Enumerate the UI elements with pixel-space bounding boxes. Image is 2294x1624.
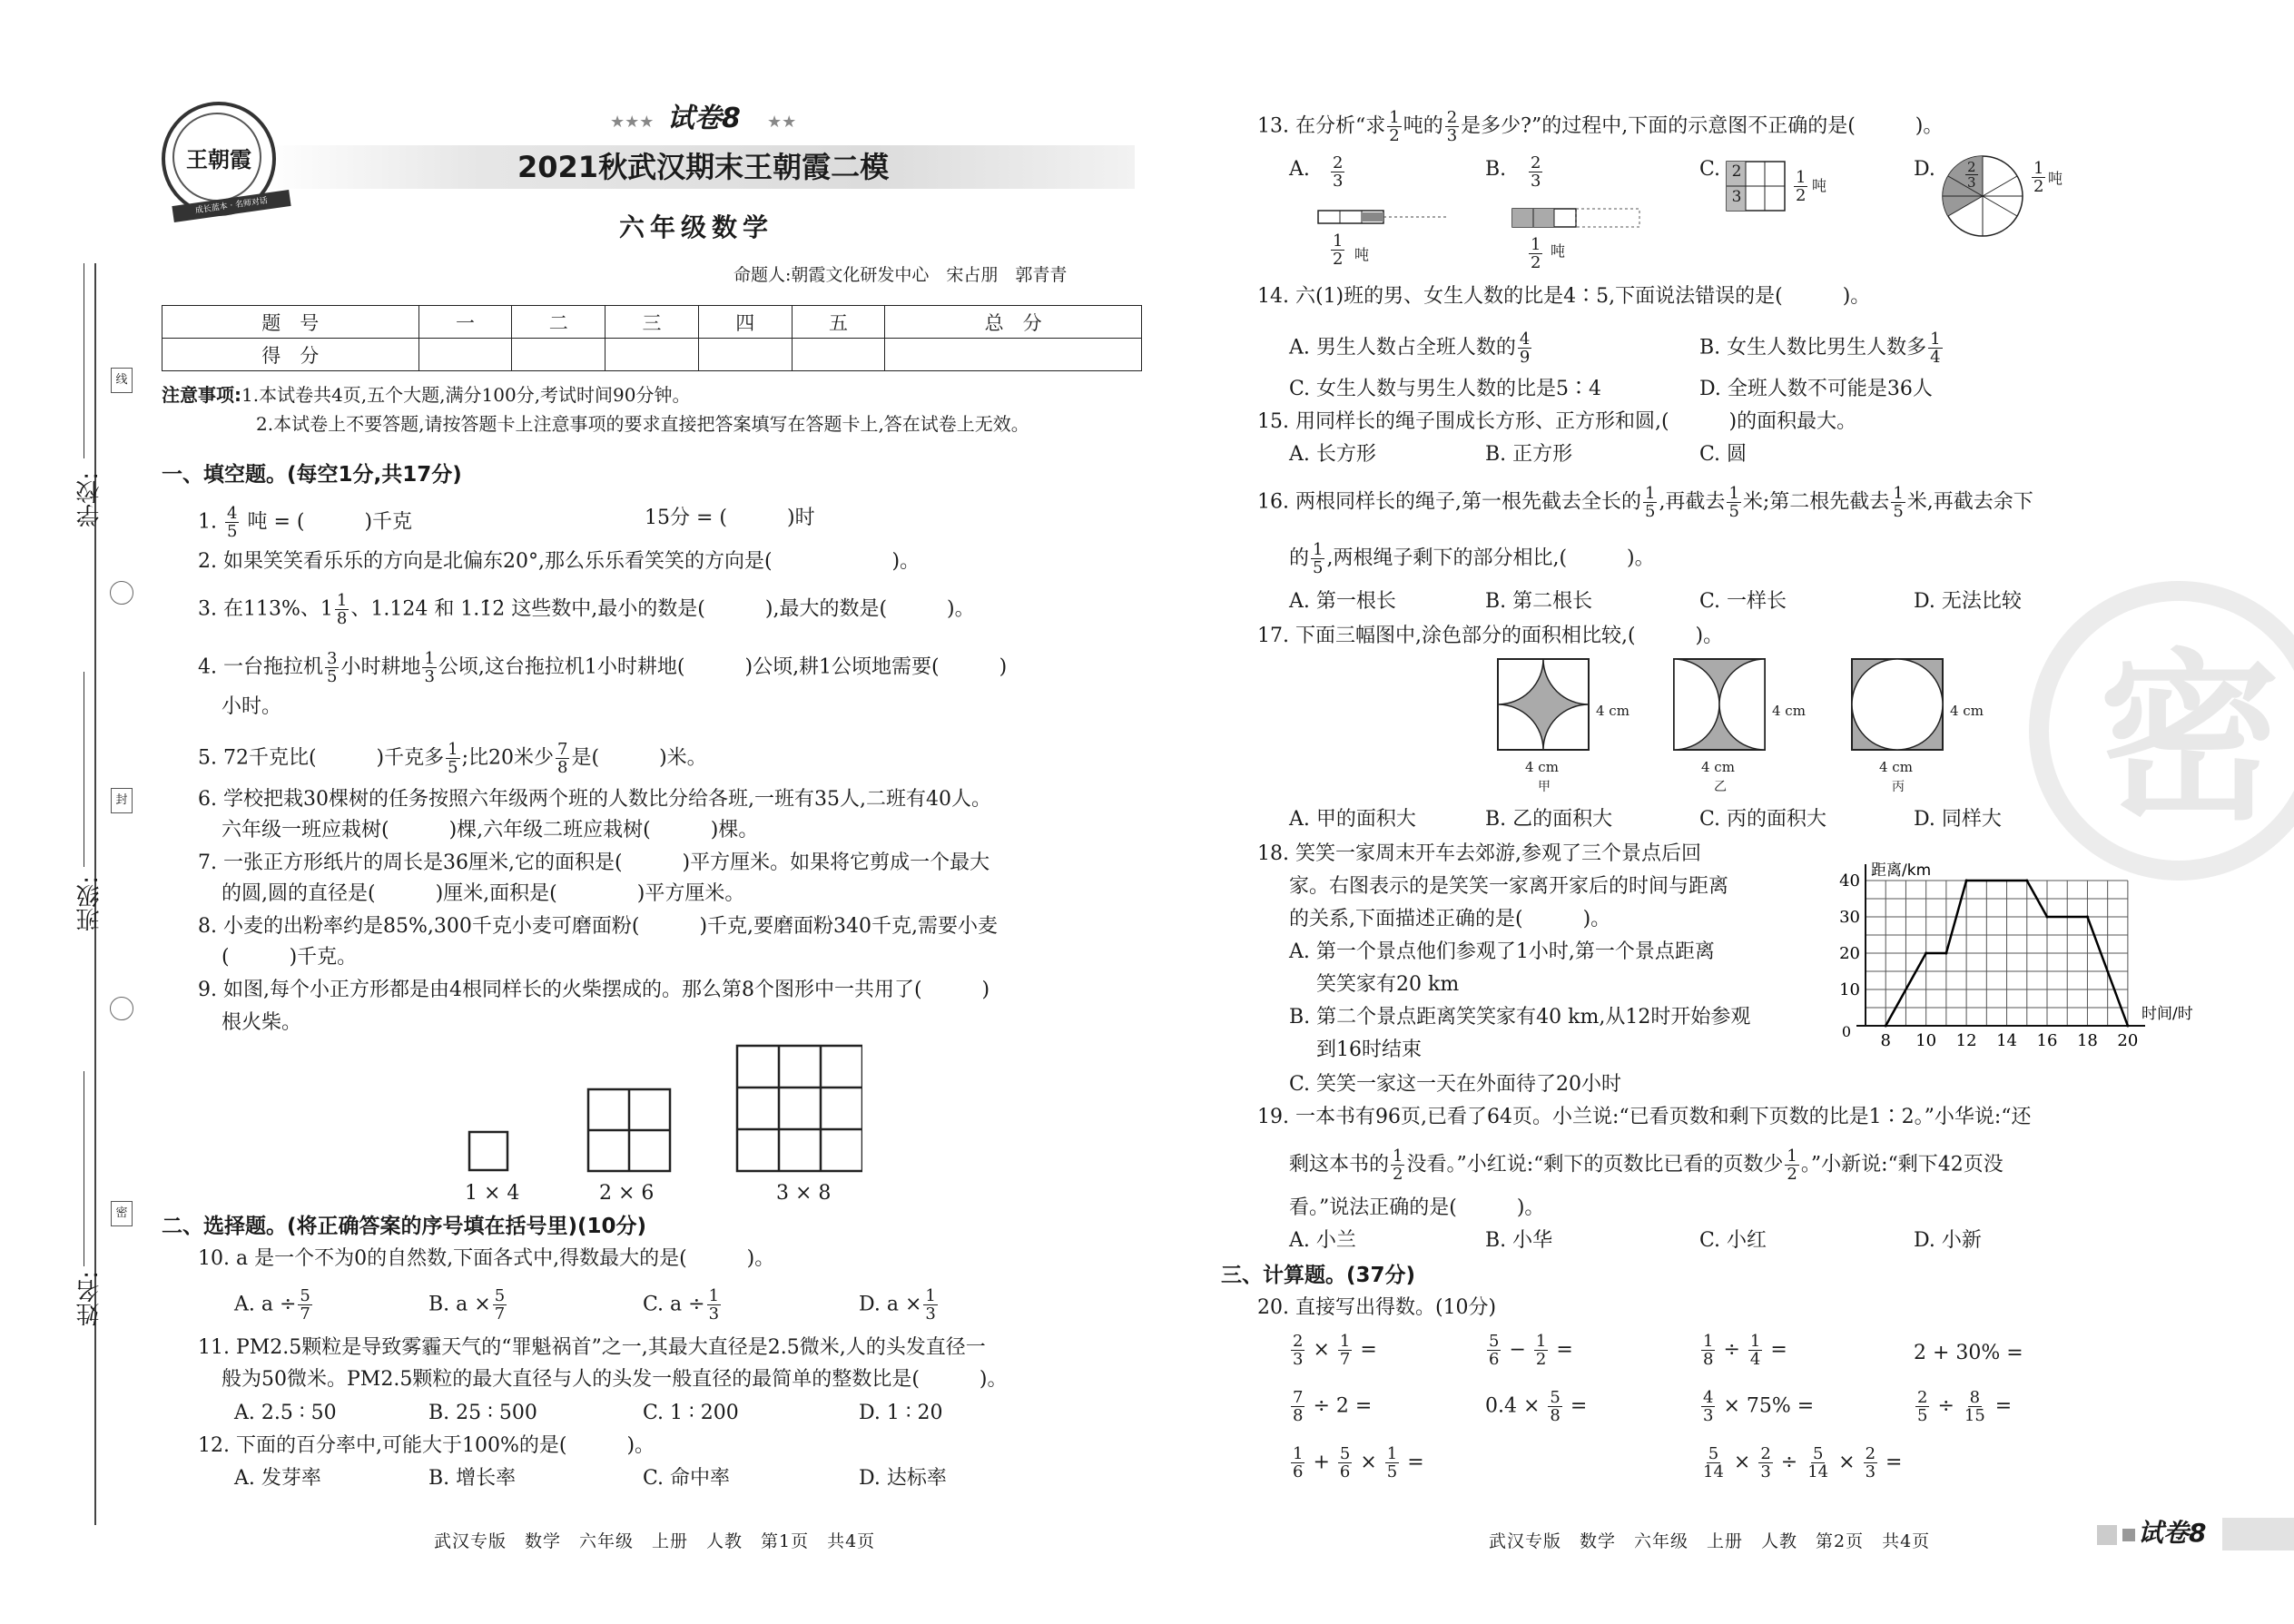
- q17-bottom-jia: 4 cm: [1525, 759, 1559, 775]
- q16-opt-b: B. 第二根长: [1485, 590, 1593, 613]
- q15-opt-b: B. 正方形: [1485, 443, 1573, 466]
- q15-opt-a: A. 长方形: [1289, 443, 1376, 466]
- q6-a: 6. 学校把栽30棵树的任务按照六年级两个班的人数比分给各班,一班有35人,二班有40人。: [198, 788, 991, 811]
- q-no: 1.: [198, 510, 217, 534]
- q13-c-num: 2: [1731, 162, 1742, 181]
- binding-mark-line: 线: [111, 368, 133, 393]
- q16-opt-d: D. 无法比较: [1914, 590, 2022, 613]
- cell: 题 号: [162, 306, 419, 339]
- stars-left: ★★★: [610, 113, 655, 132]
- q13-opt-c-label: C.: [1699, 158, 1721, 181]
- score-cell[interactable]: [885, 339, 1142, 371]
- q18-l2: 家。右图表示的是笑笑一家离开家后的时间与距离: [1289, 875, 1729, 898]
- q11-opt-a: A. 2.5 ∶ 50: [234, 1402, 337, 1424]
- fraction: $\frac{1}{3}$: [424, 649, 435, 686]
- q17-figure-yi: [1665, 655, 1774, 763]
- notes-1: [162, 381, 691, 408]
- calc-2: $\frac{5}{6}$ − $\frac{1}{2}$ =: [1489, 1332, 1573, 1369]
- q17-side-bing: 4 cm: [1950, 703, 1984, 719]
- fraction: $\frac{1}{2}$: [2033, 159, 2044, 196]
- cell: 二: [512, 306, 605, 339]
- q15-stem: 15. 用同样长的绳子围成长方形、正方形和圆,( )的面积最大。: [1257, 410, 1857, 433]
- q9-b: 根火柴。: [222, 1011, 302, 1034]
- q17-side-jia: 4 cm: [1596, 703, 1629, 719]
- notes-label: 注意事项:: [162, 384, 241, 406]
- fraction: $\frac{1}{2}$: [1796, 168, 1807, 205]
- y-axis-label: 距离/km: [1871, 861, 1932, 880]
- fraction: $\frac{3}{5}$: [326, 649, 338, 686]
- q14-stem: 14. 六(1)班的男、女生人数的比是4∶5,下面说法错误的是( )。: [1257, 285, 1871, 308]
- stars-right: ★★: [767, 113, 797, 132]
- q6-b: 六年级一班应栽树( )棵,六年级二班应栽树( )棵。: [222, 819, 759, 842]
- q17-opt-d: D. 同样大: [1914, 808, 2002, 831]
- footer-deco: [2122, 1529, 2135, 1541]
- q17-stem: 17. 下面三幅图中,涂色部分的面积相比较,( )。: [1257, 625, 1724, 647]
- calc-10: $\frac{5}{14}$ × $\frac{2}{3}$ ÷ $\frac{5}{14}$ × $\frac{2}{3}$ =: [1703, 1444, 1903, 1481]
- q17-bottom-bing: 4 cm: [1879, 759, 1913, 775]
- notes-2: 2.本试卷上不要答题,请按答题卡上注意事项的要求直接把答案填写在答题卡上,答在试卷上无效。: [256, 413, 1029, 435]
- fraction: $\frac{1}{2}$: [1333, 231, 1344, 269]
- fraction: $\frac{1}{2}$: [1531, 235, 1541, 272]
- q12-opt-a: A. 发芽率: [234, 1467, 321, 1490]
- name-label: 姓名:: [76, 1271, 103, 1326]
- score-value-row: [162, 339, 1142, 371]
- y-tick-label: 40: [1839, 871, 1860, 891]
- q13-c-den: 3: [1731, 188, 1742, 206]
- q16-opt-a: A. 第一根长: [1289, 590, 1396, 613]
- q18-a1: A. 第一个景点他们参观了1小时,第一个景点距离: [1289, 940, 1715, 963]
- class-label: 班级:: [76, 876, 103, 931]
- q17-opt-b: B. 乙的面积大: [1485, 808, 1613, 831]
- distance-time-chart: [1825, 853, 2206, 1062]
- data-point: [2086, 916, 2089, 919]
- q18-b2: 到16时结束: [1316, 1038, 1422, 1061]
- data-point: [2025, 880, 2028, 882]
- calc-1: $\frac{2}{3}$ × $\frac{1}{7}$ =: [1293, 1332, 1377, 1369]
- paper-number: 试卷8: [667, 103, 741, 134]
- logo-text: 王朝霞: [186, 147, 251, 172]
- q7-b: 的圆,圆的直径是( )厘米,面积是( )平方厘米。: [222, 882, 745, 905]
- data-point: [1885, 1025, 1887, 1028]
- q9-label-3: 3 × 8: [776, 1182, 832, 1205]
- q19-opt-d: D. 小新: [1914, 1229, 1982, 1252]
- score-cell[interactable]: [792, 339, 885, 371]
- score-cell[interactable]: [512, 339, 605, 371]
- q12-opt-b: B. 增长率: [428, 1467, 517, 1490]
- cell: 五: [792, 306, 885, 339]
- q5: [198, 741, 707, 776]
- q10-opt-c: C. a ÷ $\frac{1}{3}$: [643, 1286, 720, 1324]
- q18-l3: 的关系,下面描述正确的是( )。: [1289, 908, 1611, 930]
- binding-hole: [110, 997, 133, 1020]
- q4-a: 4. 一台拖拉机: [198, 655, 323, 679]
- q13-opt-b-label: B.: [1485, 158, 1507, 181]
- q13-diagram-d: [1939, 153, 2026, 240]
- score-header-row: [162, 306, 1142, 339]
- q13-unit-d: 吨: [2048, 170, 2063, 187]
- score-cell[interactable]: [605, 339, 699, 371]
- q14-opt-c: C. 女生人数与男生人数的比是5∶4: [1289, 378, 1602, 400]
- q18-b1: B. 第二个景点距离笑笑家有40 km,从12时开始参观: [1289, 1006, 1751, 1029]
- logo-ribbon: 成长蓝本 · 名师对话: [172, 190, 290, 222]
- exam-title: 2021秋武汉期末王朝霞二模: [517, 150, 890, 184]
- binding-mark-seal: 封: [111, 788, 133, 813]
- q14-opt-b: B. 女生人数比男生人数多 $\frac{1}{4}$: [1699, 330, 1941, 367]
- y-tick-label: 10: [1839, 980, 1860, 999]
- fraction: $\frac{7}{8}$: [557, 740, 568, 777]
- authors: 命题人:朝霞文化研发中心 宋占朋 郭青青: [733, 265, 1068, 285]
- q19-line3: 看。”说法正确的是( )。: [1289, 1196, 1545, 1219]
- x-tick-label: 14: [1996, 1031, 2018, 1050]
- origin-label: 0: [1841, 1023, 1851, 1040]
- x-axis-label: 时间/时: [2141, 1005, 2193, 1023]
- q19-line1: 19. 一本书有96页,已看了64页。小兰说:“已看页数和剩下页数的比是1∶2。”小华说:“还: [1257, 1106, 2032, 1128]
- calc-7: $\frac{4}{3}$ × 75% =: [1703, 1388, 1815, 1425]
- footer-right: 武汉专版 数学 六年级 上册 人教 第2页 共4页: [1489, 1531, 1931, 1551]
- fraction: $\frac{2}{3}$: [1967, 159, 1976, 191]
- data-point: [2046, 916, 2049, 919]
- calc-3: $\frac{1}{8}$ ÷ $\frac{1}{4}$ =: [1703, 1332, 1787, 1369]
- footer-bar: [2222, 1518, 2294, 1550]
- q13-unit-c: 吨: [1812, 177, 1827, 194]
- q14-opt-a: A. 男生人数占全班人数的 $\frac{4}{9}$: [1289, 330, 1531, 367]
- cell: 四: [698, 306, 792, 339]
- q4: [198, 650, 1007, 685]
- data-point: [1925, 952, 1927, 955]
- q18-a2: 笑笑家有20 km: [1316, 973, 1460, 996]
- fraction: $\frac{4}{5}$: [227, 504, 238, 541]
- fraction: $\frac{1}{5}$: [448, 740, 458, 777]
- q8-a: 8. 小麦的出粉率约是85%,300千克小麦可磨面粉( )千克,要磨面粉340千克,需要小麦: [198, 915, 999, 938]
- q9-label-1: 1 × 4: [465, 1182, 520, 1205]
- watermark-char: 密: [2098, 634, 2280, 845]
- q5-c: 是( )米。: [571, 746, 707, 770]
- x-tick-label: 8: [1880, 1031, 1891, 1050]
- data-point: [2126, 1025, 2129, 1028]
- data-point: [1944, 952, 1947, 955]
- q19-opt-c: C. 小红: [1699, 1229, 1767, 1252]
- subject-title: 六年级数学: [619, 212, 774, 242]
- binding-mark-secret: 密: [111, 1201, 133, 1226]
- q13-stem: 13. 在分析“求 $\frac{1}{2}$ 吨的 $\frac{2}{3}$ 是多少?”的过程中,下面的示意图不正确的是( )。: [1257, 108, 1944, 145]
- q17-figure-bing: [1843, 655, 1952, 763]
- q11-opt-c: C. 1 ∶ 200: [643, 1402, 739, 1424]
- q13-unit-b: 吨: [1551, 242, 1566, 260]
- q19-line2: 剩这本书的 $\frac{1}{2}$ 没看。”小红说:“剩下的页数比已看的页数少 $\frac{1}{2}$ 。”小新说:“剩下42页没: [1289, 1147, 2004, 1184]
- calc-6: 0.4 × $\frac{5}{8}$ =: [1485, 1388, 1588, 1425]
- q3-a: 3. 在113%、1: [198, 597, 333, 621]
- footer-deco: [2097, 1525, 2117, 1545]
- q8-b: ( )千克。: [222, 946, 358, 969]
- fraction: $\frac{2}{3}$: [1333, 153, 1344, 191]
- calc-5: $\frac{7}{8}$ ÷ 2 =: [1293, 1388, 1373, 1425]
- q16-line1: 16. 两根同样长的绳子,第一根先截去全长的 $\frac{1}{5}$ ,再截去 $\frac{1}{5}$ 米;第二根先截去 $\frac{1}{5}$ 米,再截去余下: [1257, 484, 2033, 521]
- q12-opt-d: D. 达标率: [859, 1467, 947, 1490]
- q11-opt-b: B. 25 ∶ 500: [428, 1402, 537, 1424]
- q12-opt-c: C. 命中率: [643, 1467, 731, 1490]
- q5-a: 5. 72千克比( )千克多: [198, 746, 445, 770]
- x-tick-label: 10: [1915, 1031, 1937, 1050]
- q4-c: 公顷,这台拖拉机1小时耕地( )公顷,耕1公顷地需要( ): [438, 655, 1008, 679]
- q7-a: 7. 一张正方形纸片的周长是36厘米,它的面积是( )平方厘米。如果将它剪成一个最大: [198, 851, 990, 874]
- footer-badge: 试卷8: [2138, 1518, 2207, 1548]
- q17-name-jia: 甲: [1538, 780, 1551, 794]
- q19-opt-a: A. 小兰: [1289, 1229, 1356, 1252]
- q17-figure-jia: [1489, 655, 1598, 763]
- q13-opt-d-label: D.: [1914, 158, 1935, 181]
- q17-side-yi: 4 cm: [1772, 703, 1806, 719]
- calc-9: $\frac{1}{6}$ + $\frac{5}{6}$ × $\frac{1}{5}$ =: [1293, 1444, 1424, 1481]
- q17-opt-a: A. 甲的面积大: [1289, 808, 1416, 831]
- calc-4: 2 + 30% =: [1914, 1342, 2023, 1364]
- note-text: 1.本试卷共4页,五个大题,满分100分,考试时间90分钟。: [241, 384, 691, 406]
- school-label: 学校:: [76, 472, 103, 527]
- q12-stem: 12. 下面的百分率中,可能大于100%的是( )。: [198, 1434, 655, 1457]
- q9-label-2: 2 × 6: [599, 1182, 655, 1205]
- cell: 三: [605, 306, 699, 339]
- binding-hole: [110, 581, 133, 605]
- data-point: [1965, 880, 1968, 882]
- q13-unit-a: 吨: [1354, 246, 1370, 263]
- q3-b: 、1.124 和 1.1̇2̇ 这些数中,最小的数是( ),最大的数是( )。: [350, 597, 975, 621]
- x-tick-label: 18: [2076, 1031, 2098, 1050]
- q4-b: 小时耕地: [340, 655, 421, 679]
- q13-diagram-b: [1509, 205, 1645, 232]
- cell: 总 分: [885, 306, 1142, 339]
- q10-opt-b: B. a × $\frac{5}{7}$: [428, 1286, 506, 1324]
- calc-8: $\frac{2}{5}$ ÷ $\frac{8}{15}$ =: [1917, 1388, 2013, 1425]
- q16-opt-c: C. 一样长: [1699, 590, 1787, 613]
- x-tick-label: 16: [2036, 1031, 2058, 1050]
- q13-diagram-a: [1316, 207, 1452, 231]
- q11-b: 般为50微米。PM2.5颗粒的最大直径与人的头发一般直径的最简单的整数比是( )。: [222, 1368, 1008, 1391]
- q17-opt-c: C. 丙的面积大: [1699, 808, 1827, 831]
- section3-title: 三、计算题。(37分): [1221, 1264, 1416, 1287]
- q17-bottom-yi: 4 cm: [1701, 759, 1735, 775]
- q10-stem: 10. a 是一个不为0的自然数,下面各式中,得数最大的是( )。: [198, 1247, 775, 1270]
- section2-title: 二、选择题。(将正确答案的序号填在括号里)(10分): [162, 1215, 647, 1238]
- watermark-seal: [2029, 581, 2294, 881]
- q1-a: 吨 = ( )千克: [247, 510, 413, 534]
- y-tick-label: 30: [1839, 908, 1860, 927]
- cell: 得 分: [162, 339, 419, 371]
- q15-opt-c: C. 圆: [1699, 443, 1748, 466]
- q19-opt-b: B. 小华: [1485, 1229, 1553, 1252]
- q20-title: 20. 直接写出得数。(10分): [1257, 1296, 1497, 1319]
- q1-b: 15分 = ( )时: [645, 507, 815, 529]
- q3: [198, 592, 975, 627]
- score-cell[interactable]: [418, 339, 512, 371]
- cell: 一: [418, 306, 512, 339]
- q18-c: C. 笑笑一家这一天在外面待了20小时: [1289, 1073, 1622, 1096]
- q11-a: 11. PM2.5颗粒是导致雾霾天气的“罪魁祸首”之一,其最大直径是2.5微米,人的头发直径一: [198, 1336, 986, 1359]
- x-tick-label: 20: [2117, 1031, 2139, 1050]
- q1: [198, 505, 412, 540]
- q14-opt-d: D. 全班人数不可能是36人: [1699, 378, 1933, 400]
- q11-opt-d: D. 1 ∶ 20: [859, 1402, 943, 1424]
- q10-opt-d: D. a × $\frac{1}{3}$: [859, 1286, 936, 1324]
- fraction: $\frac{1}{8}$: [336, 591, 348, 628]
- q13-opt-a-label: A.: [1289, 158, 1310, 181]
- q10-opt-a: A. a ÷ $\frac{5}{7}$: [234, 1286, 310, 1324]
- q4-d: 小时。: [222, 695, 282, 718]
- score-table: [162, 305, 1142, 371]
- x-tick-label: 12: [1955, 1031, 1977, 1050]
- q9-a: 9. 如图,每个小正方形都是由4根同样长的火柴摆成的。那么第8个图形中一共用了( ): [198, 979, 990, 1001]
- section1-title: 一、填空题。(每空1分,共17分): [162, 463, 462, 487]
- fraction: $\frac{2}{3}$: [1531, 153, 1541, 191]
- q18-l1: 18. 笑笑一家周末开车去郊游,参观了三个景点后回: [1257, 842, 1701, 865]
- y-tick-label: 20: [1839, 944, 1860, 963]
- q16-line2: 的 $\frac{1}{5}$ ,两根绳子剩下的部分相比,( )。: [1289, 540, 1655, 577]
- score-cell[interactable]: [698, 339, 792, 371]
- q17-name-bing: 丙: [1892, 780, 1905, 794]
- q2: 2. 如果笑笑看乐乐的方向是北偏东20°,那么乐乐看笑笑的方向是( )。: [198, 550, 921, 573]
- q5-b: ;比20米少: [461, 746, 555, 770]
- q17-name-yi: 乙: [1714, 780, 1727, 794]
- footer-left: 武汉专版 数学 六年级 上册 人教 第1页 共4页: [434, 1531, 876, 1551]
